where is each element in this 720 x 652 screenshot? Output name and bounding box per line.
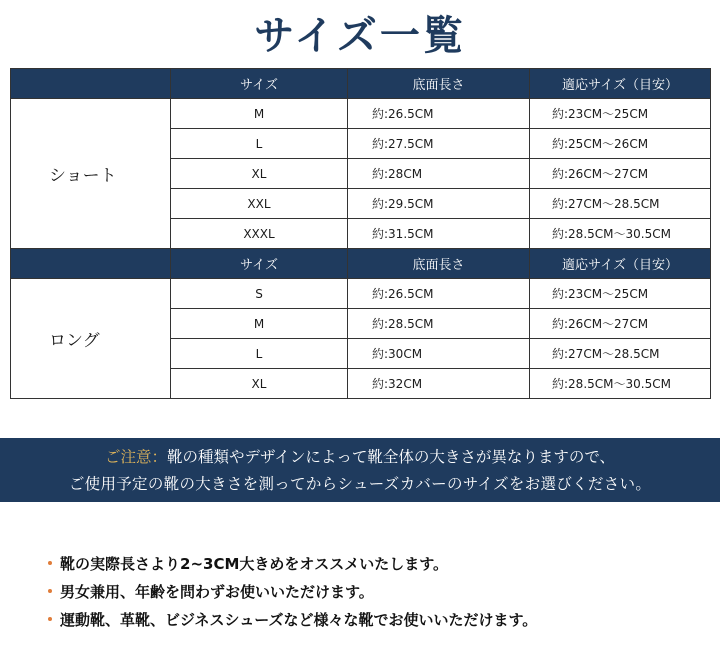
list-item — [48, 578, 708, 606]
size-cell: XXL — [171, 189, 348, 219]
fit-cell: 約:26CM～27CM — [530, 159, 711, 189]
bullet-icon — [48, 617, 52, 621]
header-sole-length: 底面長さ — [348, 249, 530, 279]
size-cell: XXXL — [171, 219, 348, 249]
header-fit-size: 適応サイズ（目安） — [530, 69, 711, 99]
table-header-row — [11, 249, 711, 279]
header-sole-length: 底面長さ — [348, 69, 530, 99]
table-row — [11, 99, 711, 129]
list-item — [48, 550, 708, 578]
sole-cell: 約:26.5CM — [348, 279, 530, 309]
page-title: サイズ一覧 — [254, 13, 466, 59]
sole-cell: 約:32CM — [348, 369, 530, 399]
table-header-row — [11, 69, 711, 99]
sole-cell: 約:29.5CM — [348, 189, 530, 219]
size-cell: S — [171, 279, 348, 309]
bullet-icon — [48, 561, 52, 565]
size-cell: M — [171, 99, 348, 129]
size-cell: L — [171, 339, 348, 369]
size-cell: XL — [171, 159, 348, 189]
notice-label: ご注意： — [104, 448, 167, 466]
fit-cell: 約:27CM～28.5CM — [530, 339, 711, 369]
sole-cell: 約:31.5CM — [348, 219, 530, 249]
size-table — [10, 68, 711, 399]
header-fit-size: 適応サイズ（目安） — [530, 249, 711, 279]
category-long: ロング — [11, 279, 171, 399]
size-cell: M — [171, 309, 348, 339]
notes-list — [48, 550, 708, 634]
note-text: 男女兼用、年齢を問わずお使いいただけます。 — [60, 583, 374, 601]
fit-cell: 約:28.5CM～30.5CM — [530, 219, 711, 249]
size-cell: XL — [171, 369, 348, 399]
header-blank-cell — [11, 249, 171, 279]
fit-cell: 約:23CM～25CM — [530, 279, 711, 309]
fit-cell: 約:28.5CM～30.5CM — [530, 369, 711, 399]
fit-cell: 約:23CM～25CM — [530, 99, 711, 129]
notice-text-2: ご使用予定の靴の大きさを測ってからシューズカバーのサイズをお選びください。 — [68, 475, 652, 493]
header-size: サイズ — [171, 249, 348, 279]
sole-cell: 約:27.5CM — [348, 129, 530, 159]
notice-line-1 — [0, 444, 720, 471]
fit-cell: 約:26CM～27CM — [530, 309, 711, 339]
table-row — [11, 279, 711, 309]
notice-text-1: 靴の種類やデザインによって靴全体の大きさが異なりますので、 — [166, 448, 616, 466]
note-text: 靴の実際長さより2~3CM大きめをオススメいたします。 — [60, 555, 449, 573]
notice-banner — [0, 438, 720, 502]
fit-cell: 約:27CM～28.5CM — [530, 189, 711, 219]
sole-cell: 約:28CM — [348, 159, 530, 189]
sole-cell: 約:30CM — [348, 339, 530, 369]
sole-cell: 約:28.5CM — [348, 309, 530, 339]
list-item — [48, 606, 708, 634]
bullet-icon — [48, 589, 52, 593]
header-size: サイズ — [171, 69, 348, 99]
category-short: ショート — [11, 99, 171, 249]
size-cell: L — [171, 129, 348, 159]
fit-cell: 約:25CM～26CM — [530, 129, 711, 159]
header-blank-cell — [11, 69, 171, 99]
sole-cell: 約:26.5CM — [348, 99, 530, 129]
note-text: 運動靴、革靴、ビジネスシューズなど様々な靴でお使いいただけます。 — [60, 611, 538, 629]
